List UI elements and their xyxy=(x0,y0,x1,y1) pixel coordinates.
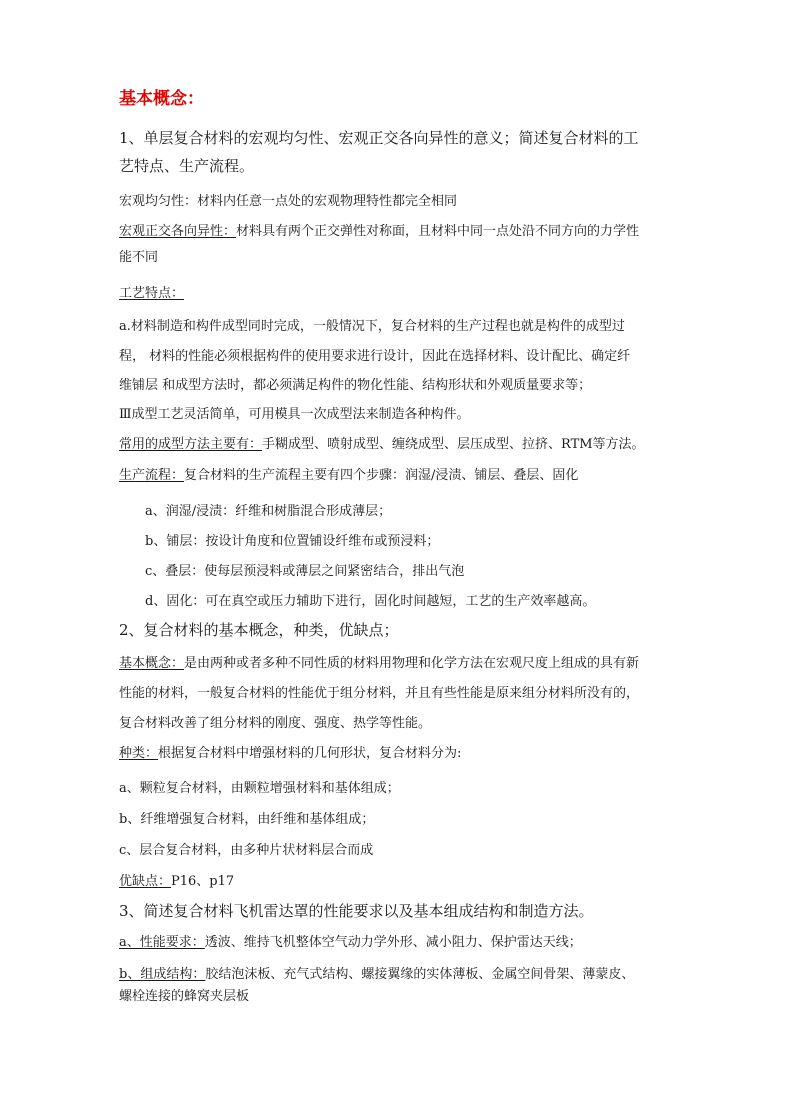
forming-methods xyxy=(119,436,645,454)
question-1-line-2: 艺特点、生产流程。 xyxy=(119,157,255,175)
craft-features-label xyxy=(119,285,184,303)
orthotropy-text-cont: 能不同 xyxy=(119,250,159,265)
craft-label: 工艺特点： xyxy=(119,286,185,301)
production-process-text: 复合材料的生产流程主要有四个步骤：润湿/浸渍、铺层、叠层、固化 xyxy=(184,468,579,483)
production-process-label: 生产流程： xyxy=(119,468,185,483)
types-item: c、层合复合材料，由多种片状材料层合而成 xyxy=(119,843,374,858)
basic-concept-text: 是由两种或者多种不同性质的材料用物理和化学方法在宏观尺度上组成的具有新 xyxy=(184,656,640,671)
performance-label: a、性能要求： xyxy=(119,935,205,950)
craft-a-line-1: a.材料制造和构件成型同时完成，一般情况下，复合材料的生产过程也就是构件的成型过 xyxy=(119,319,625,334)
process-step: d、固化：可在真空或压力辅助下进行，固化时间越短，工艺的生产效率越高。 xyxy=(145,594,596,609)
question-2: 2、复合材料的基本概念，种类，优缺点； xyxy=(119,621,399,639)
orthotropy-label: 宏观正交各向异性： xyxy=(119,224,237,239)
process-step: b、铺层：按设计角度和位置铺设纤维布或预浸料； xyxy=(145,534,440,549)
question-3: 3、简述复合材料飞机雷达罩的性能要求以及基本组成结构和制造方法。 xyxy=(119,902,594,920)
orthotropy-text: 材料具有两个正交弹性对称面，且材料中同一点处沿不同方向的力学性 xyxy=(236,224,640,239)
forming-methods-label: 常用的成型方法主要有： xyxy=(119,437,263,452)
types-item: b、纤维增强复合材料，由纤维和基体组成； xyxy=(119,812,375,827)
types-label: 种类： xyxy=(119,746,159,761)
orthotropy-definition xyxy=(119,223,639,241)
types-item: a、颗粒复合材料，由颗粒增强材料和基体组成； xyxy=(119,781,400,796)
process-step: a、润湿/浸渍：纤维和树脂混合形成薄层； xyxy=(145,504,392,519)
structure-text-cont: 螺栓连接的蜂窝夹层板 xyxy=(119,989,250,1004)
performance-text: 透波、维持飞机整体空气动力学外形、减小阻力、保护雷达天线； xyxy=(204,935,582,950)
section-title: 基本概念： xyxy=(119,89,204,109)
pros-cons-text: P16、p17 xyxy=(171,874,235,889)
types-text: 根据复合材料中增强材料的几何形状，复合材料分为: xyxy=(158,746,462,761)
structure-text: 胶结泡沫板、充气式结构、螺接翼缘的实体薄板、金属空间骨架、薄蒙皮、 xyxy=(205,967,635,982)
forming-methods-text: 手糊成型、喷射成型、缠绕成型、层压成型、拉挤、RTM等方法。 xyxy=(262,437,645,452)
production-process xyxy=(119,467,578,485)
performance-requirements xyxy=(119,934,582,952)
craft-c-line: Ⅲ成型工艺灵活简单，可用模具一次成型法来制造各种构件。 xyxy=(119,407,470,422)
macro-homogeneity-definition: 宏观均匀性：材料内任意一点处的宏观物理特性都完全相同 xyxy=(119,194,458,209)
pros-cons xyxy=(119,873,234,891)
basic-concept-label: 基本概念： xyxy=(119,656,185,671)
pros-cons-label: 优缺点： xyxy=(119,874,172,889)
basic-concept xyxy=(119,655,639,673)
craft-a-line-3: 维铺层 和成型方法时，都必须满足构件的物化性能、结构形状和外观质量要求等； xyxy=(119,378,592,393)
basic-concept-line-3: 复合材料改善了组分材料的刚度、强度、热学等性能。 xyxy=(119,716,432,731)
composition-structure xyxy=(119,966,634,984)
question-1-line-1: 1、单层复合材料的宏观均匀性、宏观正交各向异性的意义；简述复合材料的工 xyxy=(119,129,639,147)
types xyxy=(119,745,461,763)
craft-a-line-2: 程， 材料的性能必须根据构件的使用要求进行设计，因此在选择材料、设计配比、确定纤 xyxy=(119,349,631,364)
basic-concept-line-2: 性能的材料，一般复合材料的性能优于组分材料，并且有些性能是原来组分材料所没有的， xyxy=(119,686,640,701)
structure-label: b、组成结构： xyxy=(119,967,206,982)
process-step: c、叠层：使每层预浸料或薄层之间紧密结合，排出气泡 xyxy=(145,564,465,579)
